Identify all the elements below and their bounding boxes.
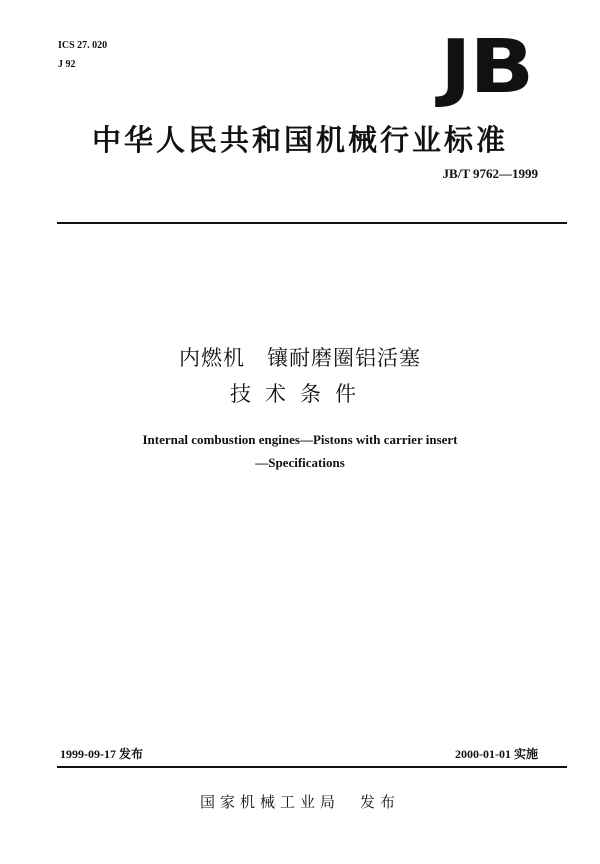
header-divider [57, 222, 567, 224]
classification-codes [58, 36, 107, 74]
ics-code: ICS 27. 020 [58, 40, 108, 51]
document-title-cn-line2: 技术条件 [230, 382, 370, 406]
document-title-en-line1: Internal combustion engines—Pistons with carrier insert [142, 432, 458, 447]
implementation-date: 2000-01-01 实施 [455, 747, 538, 761]
footer-divider [57, 766, 567, 768]
issuing-authority: 国家机械工业局 发布 [199, 793, 400, 811]
standard-number: JB/T 9762—1999 [442, 166, 538, 181]
document-title-cn-line1: 内燃机 镶耐磨圈铝活塞 [179, 346, 421, 370]
category-code: J 92 [58, 59, 76, 70]
jb-logo: JB [440, 24, 532, 110]
document-title-en-line2: —Specifications [255, 455, 345, 470]
issue-date: 1999-09-17 发布 [60, 747, 143, 761]
standard-title: 中华人民共和国机械行业标准 [91, 123, 508, 157]
